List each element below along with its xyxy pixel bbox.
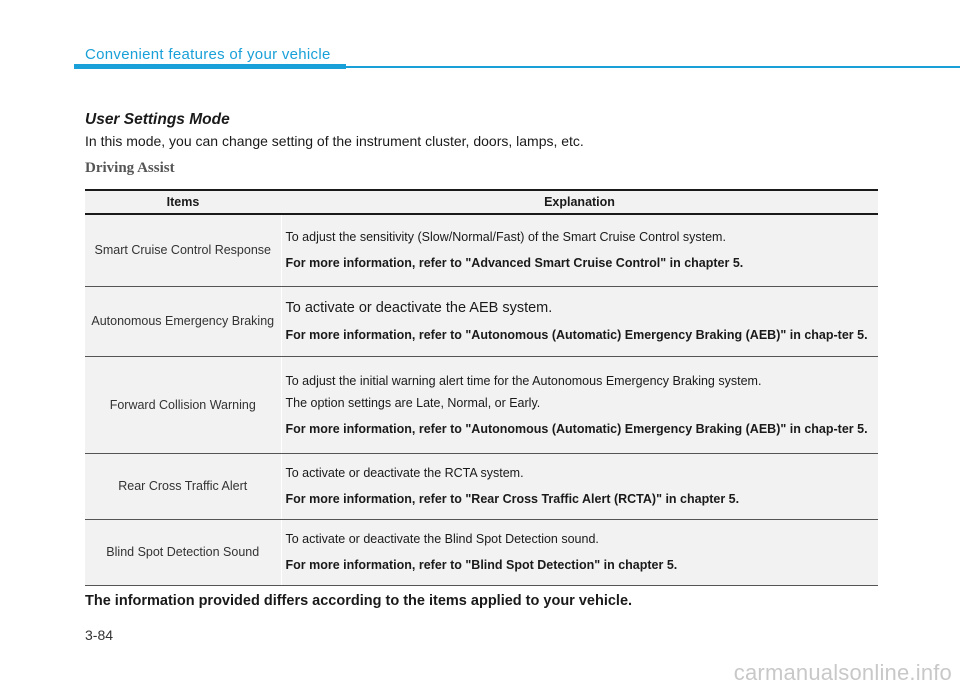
header-accent-bar [74,64,346,69]
explanation-text: To activate or deactivate the RCTA system. [285,466,524,480]
explanation-cell [281,519,878,585]
reference-text: For more information, refer to "Rear Cross Traffic Alert (RCTA)" in chapter 5. [285,492,740,506]
item-cell: Rear Cross Traffic Alert [85,453,281,519]
explanation-cell [281,453,878,519]
driving-assist-table [85,189,878,586]
explanation-cell [281,286,878,356]
column-header-items: Items [85,190,281,214]
table-row [85,286,878,356]
explanation-text: To activate or deactivate the Blind Spot Detection sound. [285,532,599,546]
header-rule [346,66,960,68]
explanation-text: To adjust the sensitivity (Slow/Normal/Fast) of the Smart Cruise Control system. [285,230,726,245]
reference-text: For more information, refer to "Autonomous (Automatic) Emergency Braking (AEB)" in chap-ter 5. [285,328,868,342]
item-cell: Smart Cruise Control Response [85,214,281,286]
item-cell: Blind Spot Detection Sound [85,519,281,585]
explanation-cell [281,356,878,453]
reference-text: For more information, refer to "Autonomous (Automatic) Emergency Braking (AEB)" in chap-ter 5. [285,421,868,436]
table-row [85,519,878,585]
explanation-cell [281,214,878,286]
explanation-text: To adjust the initial warning alert time for the Autonomous Emergency Braking system. [285,373,762,388]
watermark: carmanualsonline.info [733,660,952,685]
item-cell: Autonomous Emergency Braking [85,286,281,356]
table-row [85,356,878,453]
footer-note: The information provided differs according to the items applied to your vehicle. [85,593,633,609]
chapter-title: Convenient features of your vehicle [85,46,331,63]
subsection-title: Driving Assist [85,160,175,176]
explanation-text: The option settings are Late, Normal, or Early. [285,395,541,410]
table-header-row [85,190,878,214]
page-number: 3-84 [85,627,114,643]
table-row [85,214,878,286]
item-cell: Forward Collision Warning [85,356,281,453]
section-title: User Settings Mode [85,111,230,128]
reference-text: For more information, refer to "Blind Spot Detection" in chapter 5. [285,558,678,572]
reference-text: For more information, refer to "Advanced Smart Cruise Control" in chapter 5. [285,256,744,271]
explanation-text: To activate or deactivate the AEB system. [285,300,553,316]
column-header-explanation: Explanation [281,190,878,214]
section-intro: In this mode, you can change setting of the instrument cluster, doors, lamps, etc. [85,133,584,149]
table-row [85,453,878,519]
